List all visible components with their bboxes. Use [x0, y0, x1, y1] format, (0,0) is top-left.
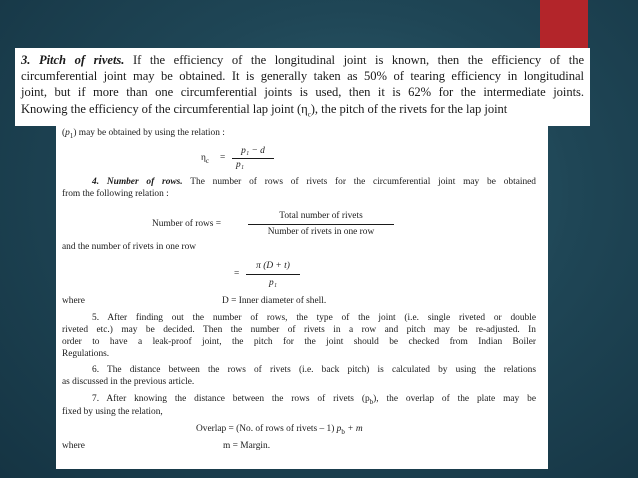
section6-line2: as discussed in the previous article. — [62, 377, 195, 387]
eq-overlap-sub: b — [341, 427, 345, 436]
section7-line1-a: 7. After knowing the distance between the rows of rivets (p — [92, 394, 370, 404]
where-definition-m: m = Margin. — [223, 441, 271, 451]
top-line-4-b: ), the pitch of the rivets for the lap joint — [310, 101, 508, 116]
main-text-panel — [56, 126, 548, 469]
eq-rows-fraction-bar — [248, 224, 394, 225]
section4-line1-text: The number of rows of rivets for the circumferential joint may be obtained — [182, 177, 536, 187]
eq-pitch-lhs — [201, 152, 209, 164]
section7-line1 — [92, 393, 536, 405]
accent-block — [540, 0, 588, 50]
eq-row-count-denominator: p₁ — [269, 278, 277, 288]
eq-overlap-tail: + m — [344, 424, 363, 434]
pitch-intro-p: p — [65, 128, 70, 138]
section5-line2: riveted etc.) may be decided. Then the number of rivets in a row and pitch may be re-adjusted. In — [62, 325, 536, 335]
rivets-in-one-row-text: and the number of rivets in one row — [62, 242, 197, 252]
where-label-1: where — [62, 296, 85, 306]
pitch-intro-sub: 1 — [69, 131, 74, 140]
section7-pb-sub: b — [369, 397, 374, 406]
section5-line1: 5. After finding out the number of rows, the type of the joint (i.e. single riveted or double — [92, 313, 536, 323]
top-line-3: joint, but if more than one circumferential joints is used, then it is 62% for the intermediate joints. — [21, 85, 584, 100]
section7-line2: fixed by using the relation, — [62, 407, 163, 417]
where-label-2: where — [62, 441, 85, 451]
section7-line1-b: ), the overlap of the plate may be — [373, 394, 536, 404]
top-line-4 — [21, 101, 584, 117]
eq-overlap-text: Overlap = (No. of rows of rivets – 1) — [196, 424, 337, 434]
section4-line2: from the following relation : — [62, 189, 169, 199]
eq-overlap-p: p — [336, 424, 342, 434]
section6-line1: 6. The distance between the rows of rivets (i.e. back pitch) is calculated by using the relations — [92, 365, 536, 375]
eta-subscript: c — [307, 110, 311, 119]
section5-line3: order to have a leak-proof joint, the pitch for the joint should be checked from Indian Boiler — [62, 337, 536, 347]
eq-rows-numerator: Total number of rivets — [279, 211, 363, 221]
eq-pitch-denominator: p₁ — [236, 160, 244, 170]
top-paragraph-panel — [15, 48, 590, 126]
eq-row-count-equals: = — [234, 269, 240, 279]
top-line-1-text: If the efficiency of the longitudinal joint is known, then the efficiency of the — [124, 53, 585, 67]
section5-line4: Regulations. — [62, 349, 110, 359]
eq-pitch-eta-sub: c — [205, 156, 210, 165]
pitch-heading: 3. Pitch of rivets. — [21, 53, 125, 67]
eq-rows-lhs: Number of rows = — [152, 219, 222, 229]
top-line-2: circumferential joint may be obtained. It is generally taken as 50% of tearing efficiency in longitudinal — [21, 69, 584, 84]
equation-overlap — [196, 423, 363, 435]
where-definition-d: D = Inner diameter of shell. — [222, 296, 327, 306]
eq-row-count-fraction-bar — [246, 274, 300, 275]
pitch-intro — [62, 127, 554, 139]
eq-pitch-equals: = — [220, 153, 226, 163]
pitch-intro-rest: ) may be obtained by using the relation : — [73, 128, 225, 138]
pitch-intro-open: ( — [62, 128, 66, 138]
eq-rows-denominator: Number of rivets in one row — [267, 227, 375, 237]
section4-heading: 4. Number of rows. — [92, 177, 183, 187]
top-line-4-a: Knowing the efficiency of the circumferential lap joint (η — [21, 101, 308, 116]
section4-line1 — [92, 176, 536, 188]
top-line-1 — [21, 52, 584, 68]
eq-pitch-numerator: p₁ − d — [241, 146, 265, 156]
eq-row-count-numerator: π (D + t) — [256, 261, 290, 271]
eq-pitch-eta: η — [201, 153, 206, 163]
